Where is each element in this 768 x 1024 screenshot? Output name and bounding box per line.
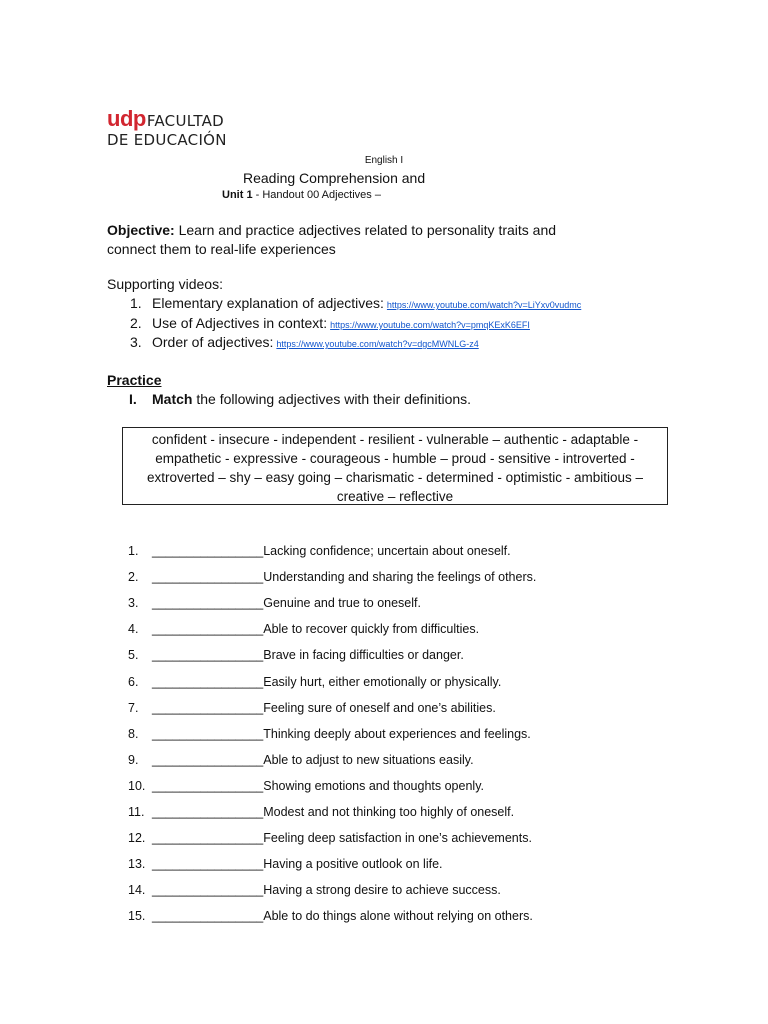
videos-heading: Supporting videos:: [107, 276, 223, 292]
answer-blank[interactable]: ________________: [152, 857, 264, 872]
exercise-item: [128, 779, 484, 793]
match-instruction: I. Match the following adjectives with their definitions.: [129, 391, 472, 407]
item-number: 7.: [128, 700, 139, 715]
video-item: 1. Elementary explanation of adjectives: https://www.youtube.com/watch?v=LiYxv0vudmc: [130, 295, 582, 311]
video-item: 3. Order of adjectives: https://www.youtube.com/watch?v=dgcMWNLG-z4: [130, 334, 479, 350]
item-definition: Brave in facing difficulties or danger.: [263, 648, 464, 663]
video-item: 2. Use of Adjectives in context: https://www.youtube.com/watch?v=pmqKExK6EFI: [130, 315, 530, 331]
objective-text: Learn and practice adjectives related to personality traits and connect them to real-life experiences: [107, 222, 557, 257]
faculty-logo: [107, 108, 227, 150]
item-number: 3.: [128, 596, 139, 611]
item-number: 9.: [128, 752, 139, 767]
answer-blank[interactable]: ________________: [152, 726, 264, 741]
exercise-item: [128, 857, 443, 871]
item-number: 6.: [128, 674, 139, 689]
logo-education-text: DE EDUCACIÓN: [107, 131, 227, 149]
item-number: 1.: [128, 544, 139, 558]
item-number: 5.: [128, 648, 139, 663]
word-bank-box: confident - insecure - independent - resilient - vulnerable – authentic - adaptable - empathetic - expressive - courageous - humble – proud - sensitive - introverted - extroverted – shy – easy going – charismatic - determined - optimistic - ambitious – creative – reflective: [122, 427, 668, 505]
item-definition: Feeling deep satisfaction in one’s achievements.: [263, 831, 532, 846]
video-link[interactable]: https://www.youtube.com/watch?v=dgcMWNLG-z4: [276, 339, 479, 349]
item-number: 12.: [128, 831, 146, 846]
item-number: 4.: [128, 622, 139, 637]
item-definition: Able to recover quickly from difficulties.: [263, 622, 480, 637]
logo-udp-mark: udp: [107, 106, 146, 131]
exercise-item: [128, 753, 474, 767]
video-link[interactable]: https://www.youtube.com/watch?v=pmqKExK6EFI: [330, 320, 530, 330]
answer-blank[interactable]: ________________: [152, 570, 264, 585]
exercise-item: [128, 596, 421, 610]
answer-blank[interactable]: ________________: [152, 778, 264, 793]
item-definition: Understanding and sharing the feelings of others.: [263, 570, 537, 585]
answer-blank[interactable]: ________________: [152, 596, 264, 611]
answer-blank[interactable]: ________________: [152, 883, 264, 898]
answer-blank[interactable]: ________________: [152, 622, 264, 637]
item-number: 8.: [128, 726, 139, 741]
answer-blank[interactable]: ________________: [152, 831, 264, 846]
exercise-item: [128, 909, 533, 923]
video-link[interactable]: https://www.youtube.com/watch?v=LiYxv0vudmc: [386, 300, 582, 310]
exercise-item: [128, 622, 479, 636]
item-number: 11.: [128, 805, 145, 819]
answer-blank[interactable]: ________________: [152, 805, 264, 819]
exercise-item: [128, 805, 514, 819]
item-number: 13.: [128, 857, 146, 872]
answer-blank[interactable]: ________________: [152, 674, 264, 689]
item-definition: Modest and not thinking too highly of oneself.: [263, 805, 515, 819]
item-definition: Able to adjust to new situations easily.: [263, 752, 474, 767]
logo-faculty-text: FACULTAD: [146, 112, 225, 130]
exercise-item: [128, 544, 511, 558]
document-title: Reading Comprehension and: [243, 170, 426, 186]
item-definition: Lacking confidence; uncertain about oneself.: [263, 544, 511, 558]
answer-blank[interactable]: ________________: [152, 752, 264, 767]
answer-blank[interactable]: ________________: [152, 544, 264, 558]
item-definition: Able to do things alone without relying on others.: [263, 909, 533, 924]
practice-heading: Practice: [107, 372, 162, 388]
answer-blank[interactable]: ________________: [152, 700, 264, 715]
item-definition: Having a strong desire to achieve success.: [263, 883, 501, 898]
objective-paragraph: [107, 221, 577, 259]
item-definition: Genuine and true to oneself.: [263, 596, 421, 611]
exercise-item: [128, 831, 532, 845]
unit-subtitle: Unit 1 - Handout 00 Adjectives –: [222, 189, 381, 201]
item-number: 14.: [128, 883, 146, 898]
item-definition: Easily hurt, either emotionally or physically.: [263, 674, 502, 689]
item-definition: Showing emotions and thoughts openly.: [263, 778, 484, 793]
exercise-item: [128, 675, 501, 689]
item-number: 10.: [128, 778, 146, 793]
answer-blank[interactable]: ________________: [152, 648, 264, 663]
item-definition: Feeling sure of oneself and one’s abilities.: [263, 700, 496, 715]
course-name: English I: [364, 155, 404, 166]
exercise-item: [128, 648, 464, 662]
exercise-item: [128, 883, 501, 897]
item-number: 15.: [128, 909, 146, 924]
item-definition: Having a positive outlook on life.: [263, 857, 443, 872]
answer-blank[interactable]: ________________: [152, 909, 264, 924]
objective-label: Objective:: [107, 222, 175, 238]
item-number: 2.: [128, 570, 139, 585]
exercise-item: [128, 727, 531, 741]
exercise-item: [128, 701, 496, 715]
item-definition: Thinking deeply about experiences and feelings.: [263, 726, 531, 741]
exercise-item: [128, 570, 536, 584]
